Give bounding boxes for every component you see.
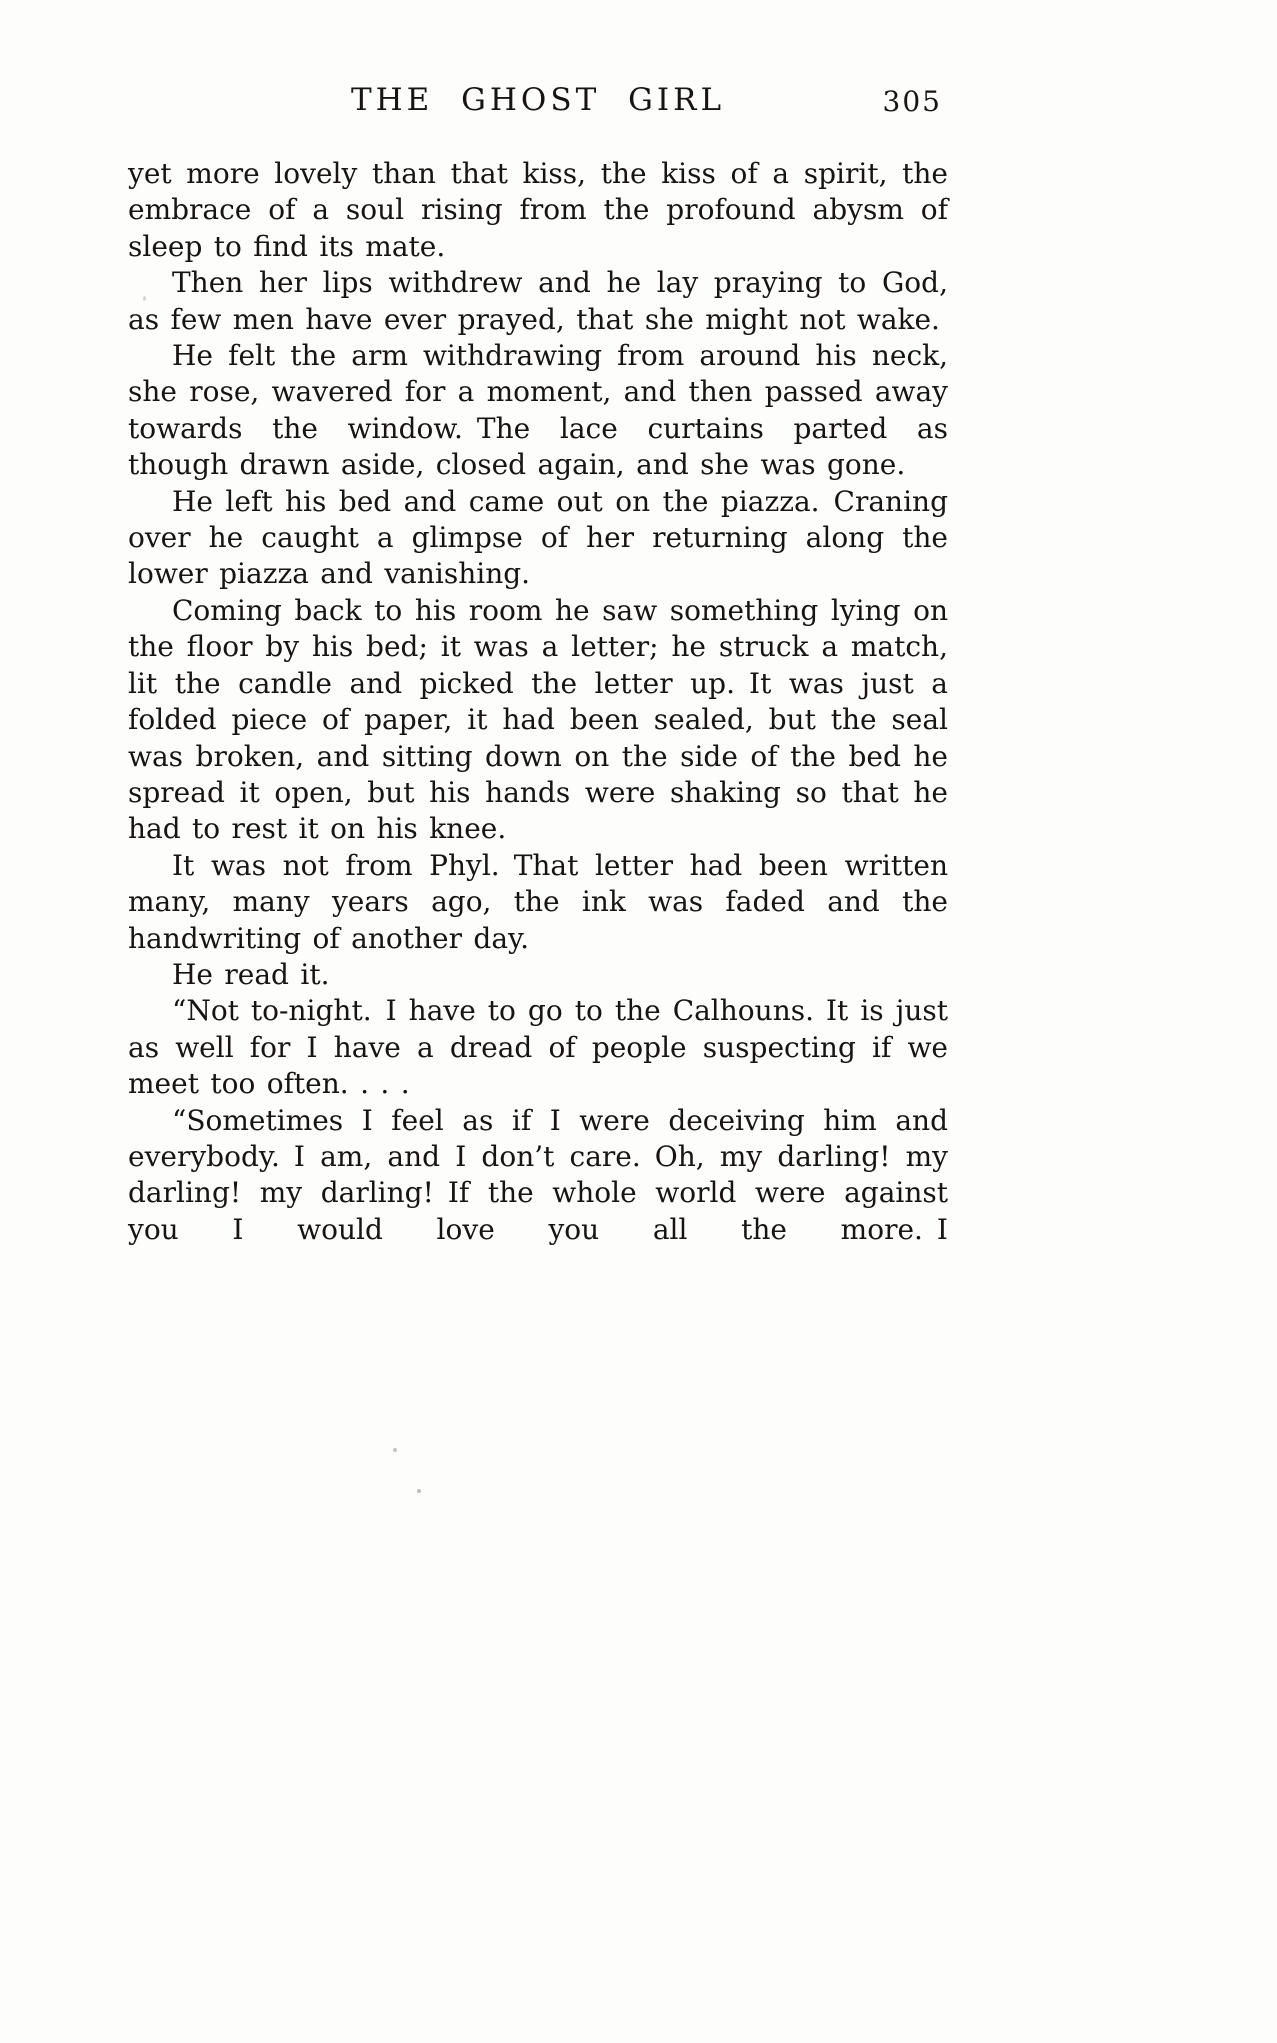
paragraph-5: Coming back to his room he saw something lying on the floor by his bed; it was a letter; he struck a match, lit the candle and picked the letter up. It was just a folded piece of paper, it had been sealed, but the seal was broken, and sitting down on the side of the bed he spread it open, but his hands were shaking so that he had to rest it on his knee. [128,593,948,846]
text-column [128,82,948,1248]
paragraph-3: He felt the arm withdrawing from around his neck, she rose, wavered for a moment, and then passed away towards the window. The lace curtains parted as though drawn aside, closed again, and she was gone. [128,339,948,482]
page-header [128,82,948,134]
paragraph-1: yet more lovely than that kiss, the kiss of a spirit, the embrace of a soul rising from the profound abysm of sleep to find its mate. [128,157,948,263]
page-body-text [128,156,948,1248]
scan-speck [417,1489,421,1493]
scan-speck [393,1448,397,1452]
running-title: THE GHOST GIRL [350,82,726,118]
paragraph-9: “Sometimes I feel as if I were deceiving him and everybody. I am, and I don’t care. Oh, my darling! my darling! my darling! If the whole world were against you I would love you all the more. I [128,1103,948,1246]
paragraph-4: He left his bed and came out on the piazza. Craning over he caught a glimpse of her returning along the lower piazza and vanishing. [128,484,948,591]
paragraph-2: Then her lips withdrew and he lay praying to God, as few men have ever prayed, that she might not wake. [128,266,948,336]
paragraph-7: He read it. [172,957,330,991]
paragraph-6: It was not from Phyl. That letter had been written many, many years ago, the ink was faded and the handwriting of another day. [128,848,948,955]
paragraph-8: “Not to-night. I have to go to the Calhouns. It is just as well for I have a dread of people suspecting if we meet too often. . . . [128,994,948,1101]
page-number: 305 [882,85,942,118]
